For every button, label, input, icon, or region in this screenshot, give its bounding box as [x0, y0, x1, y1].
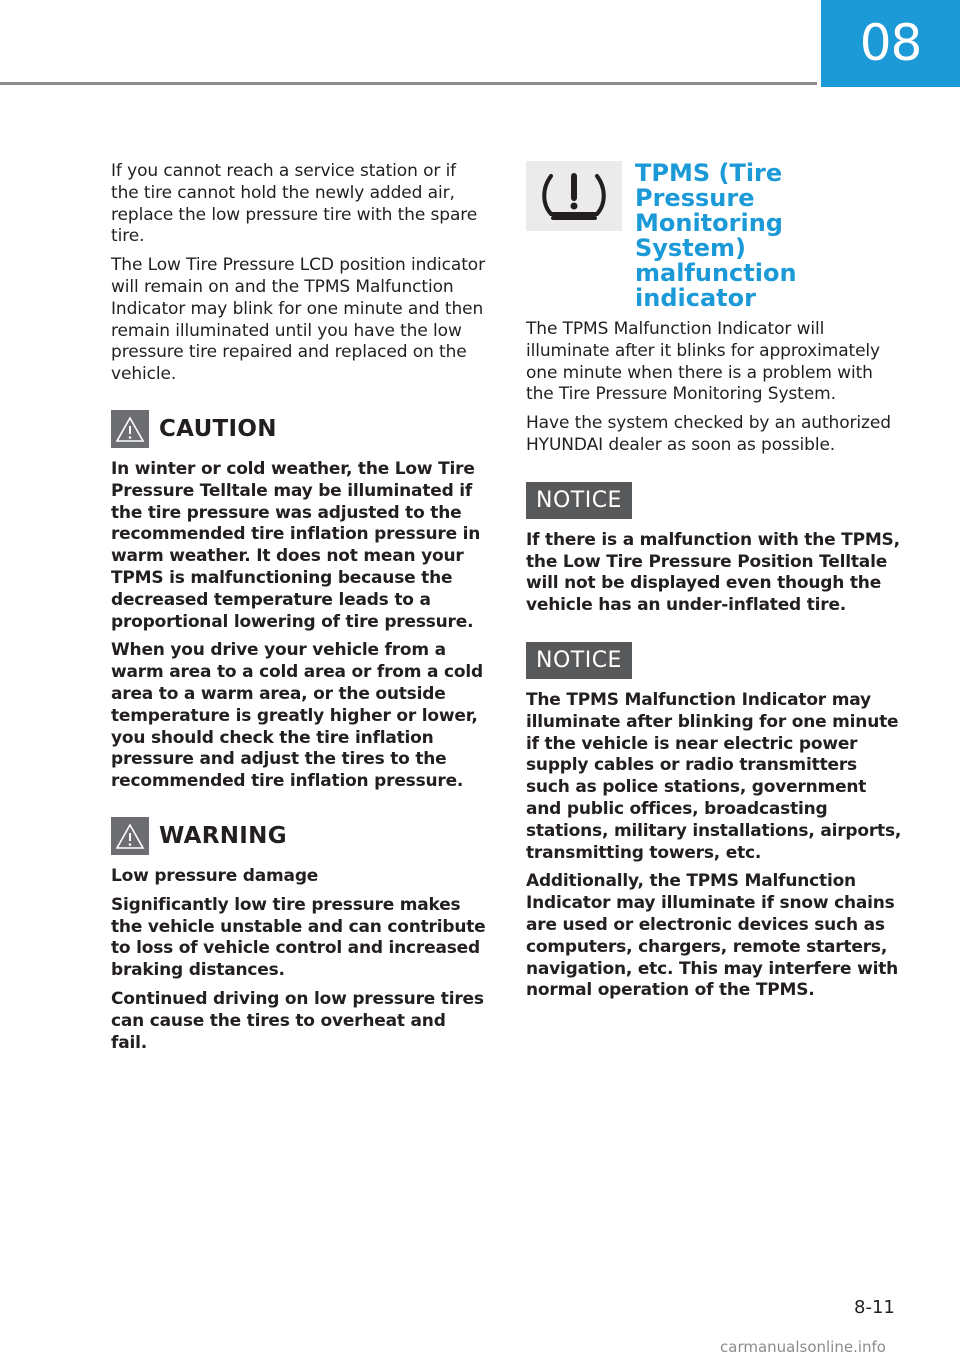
indicator-title: TPMS (Tire Pressure Monitoring System) malfunction indicator	[635, 159, 797, 312]
notice-label: NOTICE	[526, 482, 632, 519]
notice-label: NOTICE	[526, 642, 632, 679]
header-rule	[0, 82, 817, 85]
caution-label: CAUTION	[159, 415, 277, 442]
indicator-heading	[526, 161, 902, 311]
warning-paragraph: Significantly low tire pressure makes the vehicle unstable and can contribute to loss of vehicle control and increased braking distances.	[111, 894, 486, 981]
warning-triangle-icon	[111, 410, 149, 448]
notice-paragraph: Additionally, the TPMS Malfunction Indicator may illuminate if snow chains are used or electronic devices such as computers, chargers, remote starters, navigation, etc. This may interfere with normal operation of the TPMS.	[526, 871, 899, 1001]
page-number: 8-11	[854, 1297, 895, 1318]
notice-paragraph: The TPMS Malfunction Indicator may illuminate after blinking for one minute if the vehicle is near electric power supply cables or radio transmitters such as police stations, government and public offices, broadcasting stations, military installations, airports, transmitting towers, etc.	[526, 689, 902, 863]
caution-paragraph: In winter or cold weather, the Low Tire Pressure Telltale may be illuminated if the tire pressure was adjusted to the recommended tire inflation pressure in warm weather. It does not mean your TPMS is malfunctioning because the decreased temperature leads to a proportional lowering of tire pressure.	[111, 458, 481, 632]
warning-paragraph: Low pressure damage	[111, 865, 319, 886]
body-paragraph: The Low Tire Pressure LCD position indicator will remain on and the TPMS Malfunction Indicator may blink for one minute and then remain illuminated until you have the low pressure tire repaired and replaced on the vehicle.	[111, 255, 485, 385]
warning-triangle-icon	[111, 817, 149, 855]
body-paragraph: Have the system checked by an authorized HYUNDAI dealer as soon as possible.	[526, 413, 891, 455]
warning-paragraph: Continued driving on low pressure tires can cause the tires to overheat and fail.	[111, 988, 484, 1053]
chapter-tab: 08	[821, 0, 960, 87]
body-paragraph: The TPMS Malfunction Indicator will illuminate after it blinks for approximately one minute when there is a problem with the Tire Pressure Monitoring System.	[526, 319, 881, 405]
warning-label: WARNING	[159, 822, 287, 849]
notice-paragraph: If there is a malfunction with the TPMS, the Low Tire Pressure Position Telltale will not be displayed even though the vehicle has an under-inflated tire.	[526, 529, 900, 616]
tpms-malfunction-icon	[526, 161, 622, 231]
right-column	[526, 161, 902, 1009]
warning-heading	[111, 816, 486, 856]
body-paragraph: If you cannot reach a service station or if the tire cannot hold the newly added air, replace the low pressure tire with the spare tire.	[111, 161, 478, 247]
caution-paragraph: When you drive your vehicle from a warm area to a cold area or from a cold area to a warm area, or the outside temperature is greatly higher or lower, you should check the tire inflation pressure and adjust the tires to the recommended tire inflation pressure.	[111, 640, 483, 792]
caution-heading	[111, 409, 486, 449]
watermark: carmanualsonline.info	[720, 1338, 886, 1356]
left-column	[111, 161, 486, 1061]
